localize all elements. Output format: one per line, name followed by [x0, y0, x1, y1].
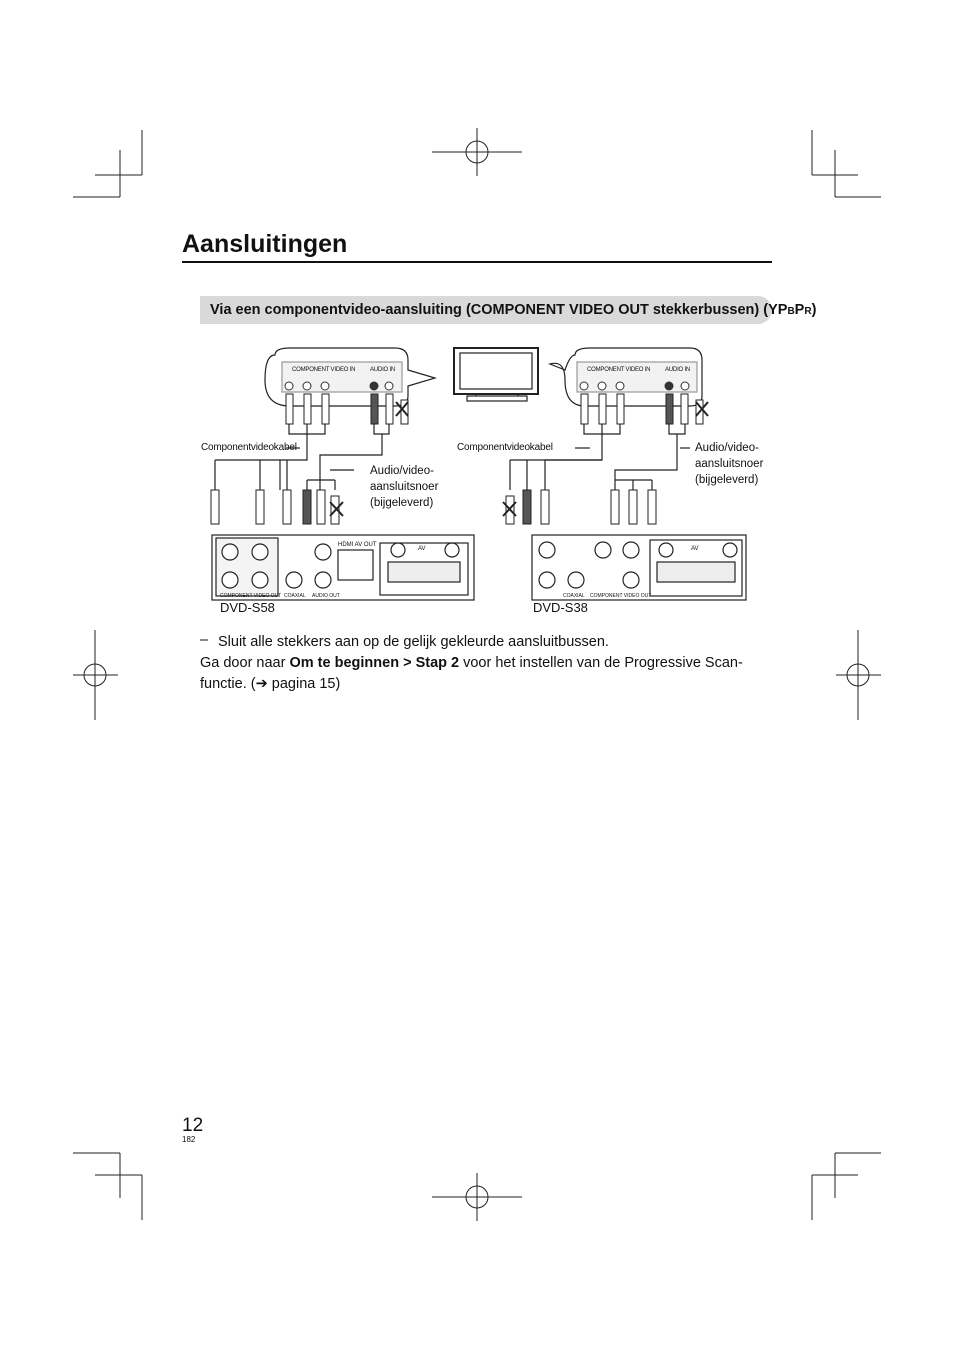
title-underline [182, 261, 772, 263]
page-number: 12 [182, 1115, 204, 1136]
left-audio-cable-label: Audio/video- aansluitsnoer (bijgeleverd) [370, 465, 439, 509]
tv-audio-label-right: AUDIO IN [665, 367, 691, 373]
left-component-cable-label: Componentvideokabel [201, 442, 297, 453]
model-label-s58: DVD-S58 [220, 600, 275, 615]
s58-component-out-label: COMPONENT VIDEO OUT [220, 593, 282, 599]
s38-av-label: AV [691, 546, 699, 552]
instructions-text [200, 632, 760, 695]
right-component-cable-label: Componentvideokabel [457, 442, 553, 453]
s38-coaxial-label: COAXIAL [563, 593, 585, 599]
arrow-right-icon: ➔ [255, 676, 268, 692]
instruction-line-1: Sluit alle stekkers aan op de gelijk gekleurde aansluitbussen. [218, 634, 609, 650]
sub-page-number: 182 [182, 1135, 196, 1144]
instruction-line-3: functie. (➔ pagina 15) [200, 676, 341, 692]
right-audio-cable-label: Audio/video- aansluitsnoer (bijgeleverd) [695, 442, 764, 486]
connection-diagram [190, 330, 764, 620]
s58-audio-out-label: AUDIO OUT [312, 593, 340, 599]
model-label-s38: DVD-S38 [533, 600, 588, 615]
tv-audio-label-left: AUDIO IN [370, 367, 396, 373]
s58-hdmi-label: HDMI AV OUT [338, 542, 377, 548]
s38-component-out-label: COMPONENT VIDEO OUT [590, 593, 652, 599]
tv-component-label-right: COMPONENT VIDEO IN [587, 367, 651, 373]
diagram-artwork [190, 330, 760, 620]
instruction-line-2: Ga door naar Om te beginnen > Stap 2 voor het instellen van de Progressive Scan- [200, 655, 743, 671]
tv-component-label-left: COMPONENT VIDEO IN [292, 367, 356, 373]
s58-coaxial-label: COAXIAL [284, 593, 306, 599]
page-title: Aansluitingen [182, 230, 348, 258]
section-heading: Via een componentvideo-aansluiting (COMPONENT VIDEO OUT stekkerbussen) (YPBPR) [210, 302, 817, 318]
bullet-dash: – [200, 632, 209, 648]
s58-av-label: AV [418, 546, 426, 552]
